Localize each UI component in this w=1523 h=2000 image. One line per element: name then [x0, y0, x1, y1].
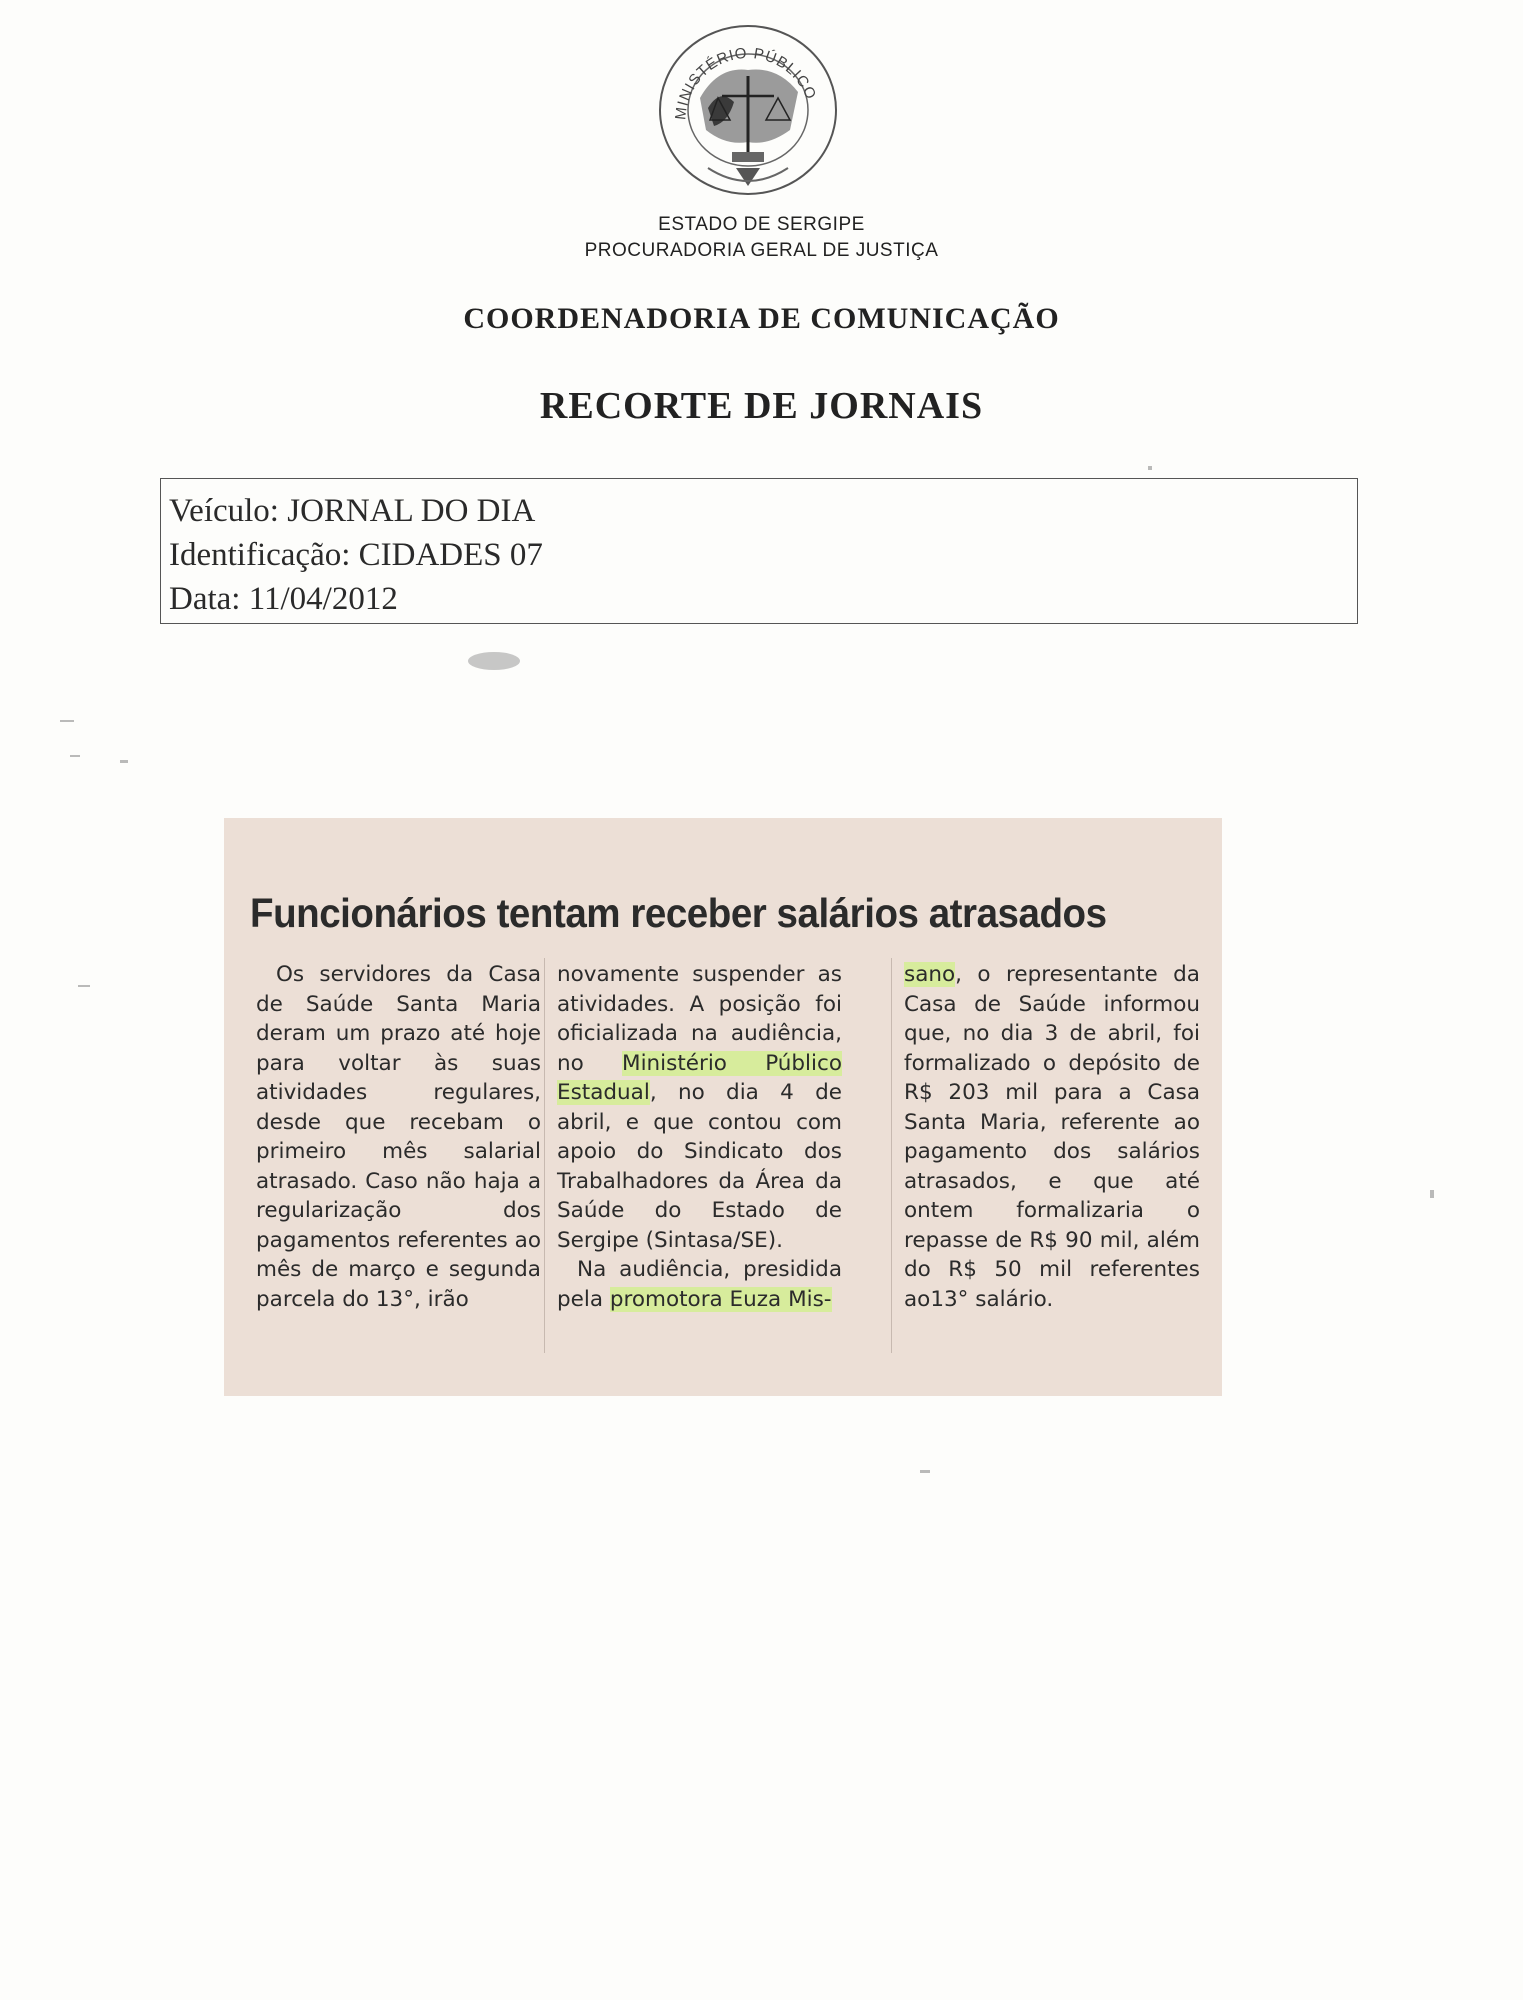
- column-divider: [891, 958, 892, 1353]
- article-column-2: [557, 960, 842, 1314]
- identification-line: Identificação: CIDADES 07: [169, 537, 543, 573]
- state-name: ESTADO DE SERGIPE: [658, 214, 865, 235]
- vehicle-line: Veículo: JORNAL DO DIA: [169, 493, 536, 529]
- article-column-1: [256, 960, 541, 1314]
- article-headline: Funcionários tentam receber salários atrasados: [250, 890, 1107, 936]
- col3-paragraph: , o representante da Casa de Saúde informou que, no dia 3 de abril, foi formalizado o depósito de R$ 203 mil para a Casa Santa Maria, referente ao pagamento dos salários atrasados, e que até ontem formalizaria o repasse de R$ 90 mil, além do R$ 50 mil referentes ao13° salário.: [904, 962, 1200, 1312]
- article-column-3: [904, 960, 1200, 1314]
- highlight-ministerio-publico: Ministério Público Estadual: [557, 1050, 842, 1105]
- scan-smudge: [468, 652, 520, 670]
- scan-speck: [1148, 466, 1152, 470]
- column-divider: [544, 958, 545, 1353]
- col2-text-b: , no dia 4 de abril, e que contou com apoio do Sindicato dos Trabalhadores da Área da Saúde do Estado de Sergipe (Sintasa/SE).: [557, 1080, 842, 1253]
- col1-paragraph: Os servidores da Casa de Saúde Santa Maria deram um prazo até hoje para voltar às suas atividades regulares, desde que recebam o primeiro mês salarial atrasado. Caso não haja a regularização dos pagamentos referentes ao mês de março e segunda parcela do 13°, irão: [256, 962, 541, 1312]
- scan-speck: [1430, 1190, 1434, 1198]
- col2-text-a: novamente suspender as atividades. A posição foi oficializada na audiência, no: [557, 962, 842, 1076]
- scan-speck: [120, 760, 128, 763]
- scan-speck: [60, 720, 74, 722]
- ministerio-publico-seal: [648, 18, 844, 204]
- section-title: RECORTE DE JORNAIS: [539, 385, 984, 427]
- highlight-promotora: promotora Euza Mis-: [609, 1286, 832, 1312]
- svg-text:MINISTÉRIO PÚBLICO: MINISTÉRIO PÚBLICO: [672, 44, 820, 121]
- scan-speck: [78, 985, 90, 987]
- date-line: Data: 11/04/2012: [169, 581, 398, 617]
- scan-speck: [920, 1470, 930, 1473]
- newspaper-clipping: [224, 818, 1222, 1396]
- department-title: COORDENADORIA DE COMUNICAÇÃO: [463, 302, 1060, 335]
- scan-speck: [70, 755, 80, 757]
- col2-text-c: Na audiência, presidida pela: [557, 1257, 842, 1312]
- highlight-sano: sano: [904, 962, 956, 987]
- office-name: PROCURADORIA GERAL DE JUSTIÇA: [584, 240, 939, 261]
- clipping-info-box: [160, 478, 1358, 624]
